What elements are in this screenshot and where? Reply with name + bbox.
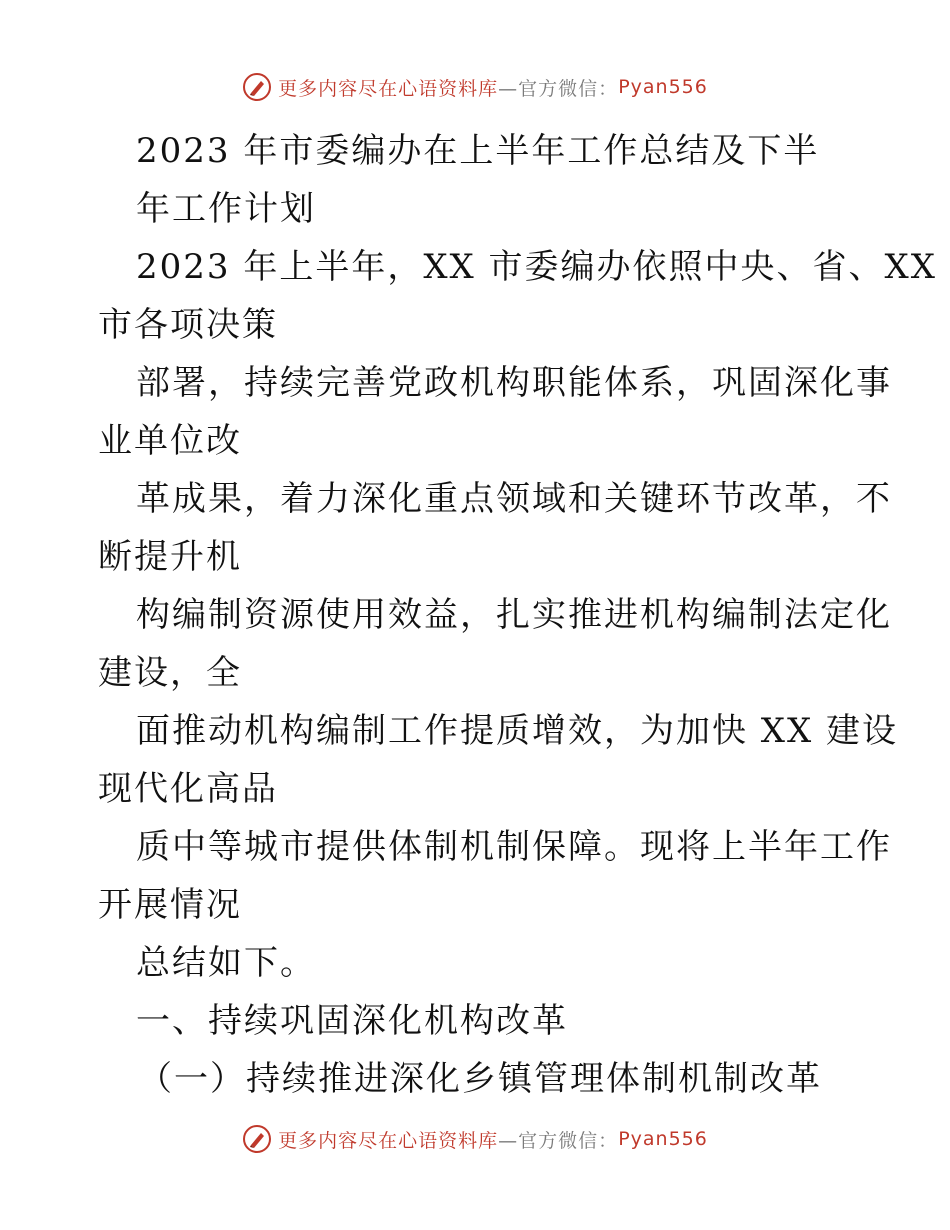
paragraph-line: 总结如下。 [136, 943, 316, 983]
paragraph-line: 断提升机 [98, 537, 242, 577]
pen-logo-icon [242, 72, 272, 102]
paragraph-line: 面推动机构编制工作提质增效，为加快 XX 建设 [136, 711, 899, 751]
paragraph-line: 市各项决策 [98, 305, 278, 345]
section-heading: 一、持续巩固深化机构改革 [136, 1001, 568, 1041]
paragraph-line: 建设，全 [98, 653, 242, 693]
document-body [98, 122, 937, 1108]
paragraph-line: 开展情况 [98, 885, 242, 925]
watermark-dash-text: —官方微信： [498, 77, 619, 100]
paragraph-line: 质中等城市提供体制机制保障。现将上半年工作 [136, 827, 892, 867]
paragraph-line: 2023 年上半年，XX 市委编办依照中央、省、XX [136, 247, 937, 287]
watermark-site-text: 更多内容尽在心语资料库 [278, 77, 499, 100]
watermark-header [0, 72, 950, 102]
paragraph-line: 革成果，着力深化重点领域和关键环节改革，不 [136, 479, 892, 519]
pen-logo-icon [242, 1124, 272, 1154]
watermark-footer [0, 1124, 950, 1154]
paragraph-line: 现代化高品 [98, 769, 278, 809]
paragraph-line: 业单位改 [98, 421, 242, 461]
watermark-wechat-id: Pyan556 [618, 1128, 708, 1150]
watermark-dash-text: —官方微信： [498, 1129, 619, 1152]
paragraph-line: 构编制资源使用效益，扎实推进机构编制法定化 [136, 595, 892, 635]
watermark-site-text: 更多内容尽在心语资料库 [278, 1129, 499, 1152]
title-line-2: 年工作计划 [136, 189, 316, 229]
title-line-1: 2023 年市委编办在上半年工作总结及下半 [136, 131, 820, 171]
paragraph-line: 部署，持续完善党政机构职能体系，巩固深化事 [136, 363, 892, 403]
subsection-heading: （一）持续推进深化乡镇管理体制机制改革 [138, 1059, 822, 1099]
watermark-wechat-id: Pyan556 [618, 76, 708, 98]
